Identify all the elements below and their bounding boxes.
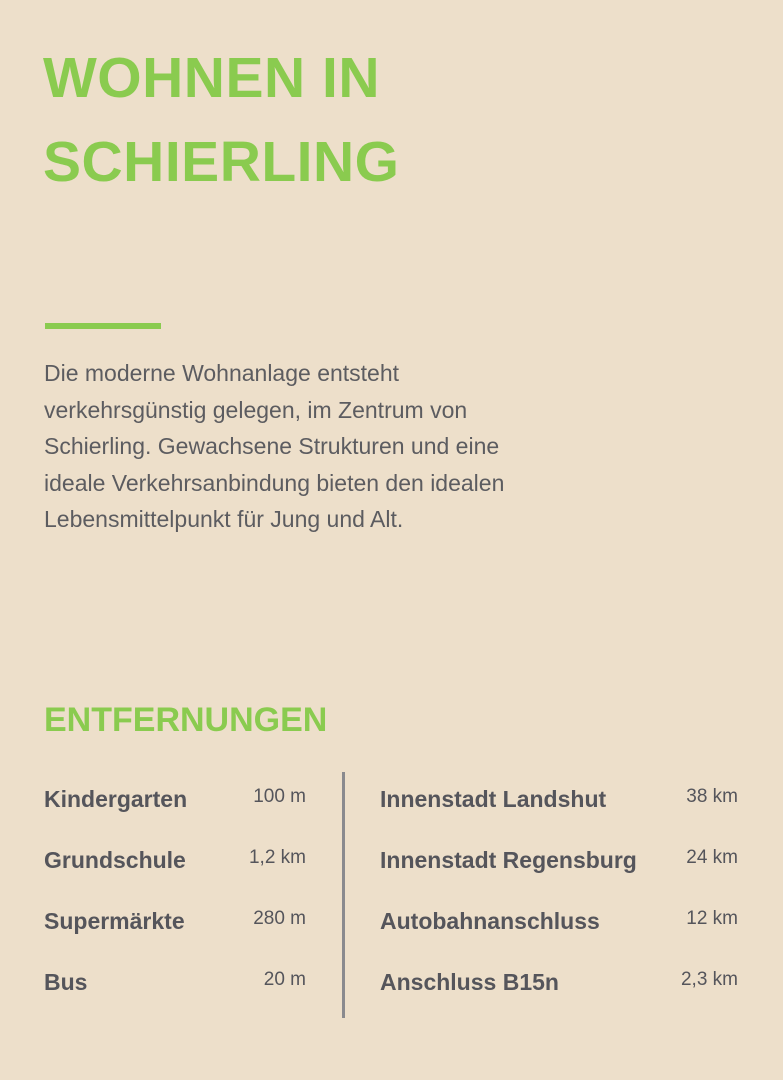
distance-name: Bus — [44, 969, 88, 995]
distance-name: Grundschule — [44, 847, 186, 873]
distance-name: Supermärkte — [44, 908, 185, 934]
page-title-line-2: SCHIERLING — [43, 130, 400, 194]
accent-divider — [45, 323, 161, 329]
distance-name: Autobahnanschluss — [380, 908, 600, 934]
distance-value: 100 m — [253, 786, 306, 807]
distance-value: 24 km — [686, 847, 738, 868]
distance-value: 280 m — [253, 908, 306, 929]
distance-row — [44, 961, 306, 1022]
page-title-line-1: WOHNEN IN — [43, 46, 380, 110]
distance-value: 1,2 km — [248, 847, 306, 868]
page-title — [43, 36, 400, 204]
distance-row — [380, 900, 738, 961]
distance-value: 20 m — [263, 969, 306, 990]
distances-heading: ENTFERNUNGEN — [44, 701, 328, 739]
distance-name: Anschluss B15n — [380, 969, 559, 995]
intro-paragraph: Die moderne Wohnanlage entsteht verkehrsgünstig gelegen, im Zentrum von Schierling. Gewachsene Strukturen und eine ideale Verkehrsanbindung bieten den idealen Lebensmittelpunkt für Jung und Alt. — [44, 360, 505, 533]
distance-name: Innenstadt Landshut — [380, 786, 607, 812]
distance-name: Innenstadt Regensburg — [380, 847, 637, 873]
distance-row — [44, 778, 306, 839]
distance-row — [380, 839, 738, 900]
distance-row — [44, 900, 306, 961]
distances-right-column — [380, 778, 738, 1022]
distance-value: 12 km — [686, 908, 738, 929]
distance-value: 38 km — [686, 786, 738, 807]
column-separator — [342, 772, 345, 1018]
distance-row — [44, 839, 306, 900]
distance-row — [380, 961, 738, 1022]
distances-left-column — [44, 778, 306, 1022]
distance-value: 2,3 km — [680, 969, 738, 990]
distance-name: Kindergarten — [44, 786, 188, 812]
distance-row — [380, 778, 738, 839]
